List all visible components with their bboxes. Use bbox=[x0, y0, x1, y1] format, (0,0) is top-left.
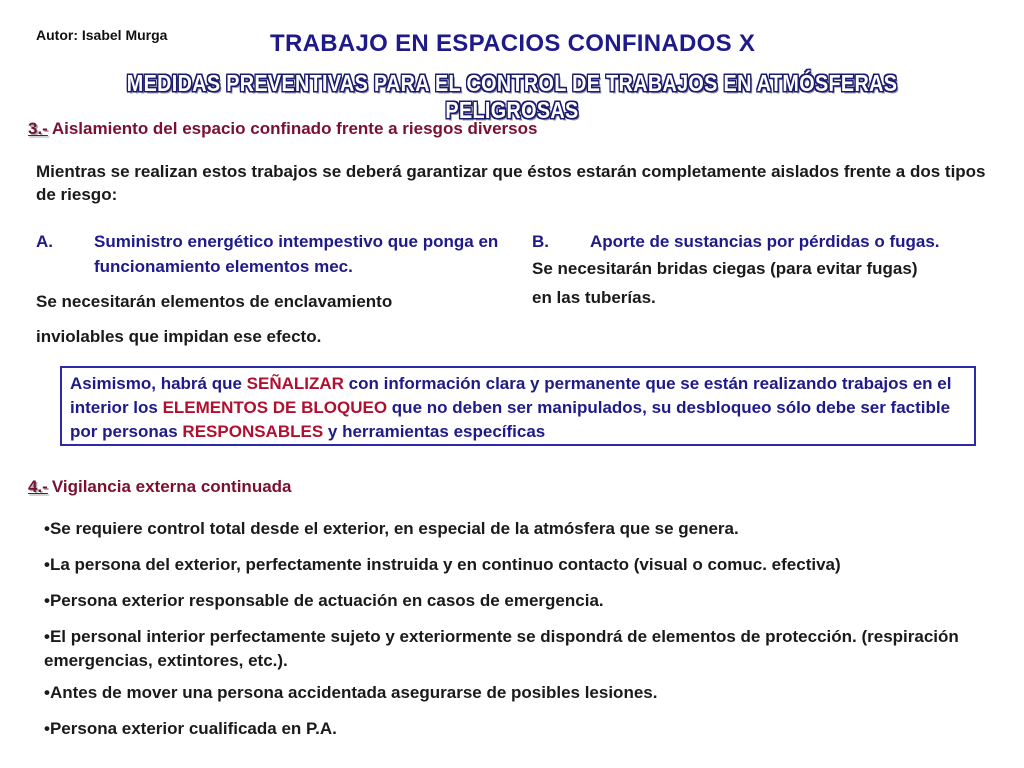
notice-highlight-responsables: RESPONSABLES bbox=[182, 422, 324, 441]
risk-item-b bbox=[532, 229, 1002, 254]
risk-item-b-text: Aporte de sustancias por pérdidas o fugas. bbox=[590, 232, 940, 251]
notice-text-2: con información clara y permanente que se están realizando trabajos en el interior los bbox=[70, 374, 952, 417]
section-4-title: Vigilancia externa continuada bbox=[51, 477, 292, 496]
risk-item-b-note-line-2: en las tuberías. bbox=[532, 288, 656, 307]
risk-item-a-note-line-1: Se necesitarán elementos de enclavamiento bbox=[36, 292, 393, 311]
section-4-bullet-list bbox=[44, 517, 989, 753]
risk-item-a bbox=[36, 229, 506, 279]
risk-item-b-note-line-1: Se necesitarán bridas ciegas (para evitar fugas) bbox=[532, 259, 918, 278]
section-3-number: 3.- bbox=[28, 119, 48, 138]
risk-column-b bbox=[532, 229, 1002, 312]
list-item: •El personal interior perfectamente sujeto y exteriormente se dispondrá de elementos de protección. (respiración emergencias, extintores, etc.). bbox=[44, 627, 959, 670]
section-4-heading bbox=[28, 477, 292, 497]
risk-item-b-note bbox=[532, 254, 1002, 312]
notice-text-4: y herramientas específicas bbox=[323, 422, 546, 441]
slide-title: TRABAJO EN ESPACIOS CONFINADOS X bbox=[270, 30, 756, 57]
notice-text-3: que no deben ser manipulados, su desbloqueo sólo debe ser factible por personas bbox=[70, 398, 951, 441]
notice-highlight-senalizar: SEÑALIZAR bbox=[246, 374, 344, 393]
section-3-heading bbox=[28, 119, 537, 139]
risk-item-a-text: Suministro energético intempestivo que ponga en funcionamiento elementos mec. bbox=[94, 232, 499, 276]
risk-item-a-letter: A. bbox=[36, 232, 53, 251]
list-item: •Persona exterior cualificada en P.A. bbox=[44, 719, 337, 738]
list-item: •Antes de mover una persona accidentada asegurarse de posibles lesiones. bbox=[44, 683, 658, 702]
list-item: •La persona del exterior, perfectamente instruida y en continuo contacto (visual o comuc. efectiva) bbox=[44, 555, 841, 574]
notice-highlight-elementos-bloqueo: ELEMENTOS DE BLOQUEO bbox=[162, 398, 388, 417]
risk-column-a bbox=[36, 229, 506, 354]
risk-item-a-note bbox=[36, 284, 506, 354]
notice-text-1: Asimismo, habrá que bbox=[70, 374, 247, 393]
slide-subtitle: MEDIDAS PREVENTIVAS PARA EL CONTROL DE TRABAJOS EN ATMÓSFERAS PELIGROSAS bbox=[126, 70, 898, 123]
section-3-intro: Mientras se realizan estos trabajos se deberá garantizar que éstos estarán completamente aislados frente a dos tipos de riesgo: bbox=[36, 162, 986, 204]
section-3-title: Aislamiento del espacio confinado frente a riesgos diversos bbox=[51, 119, 538, 138]
author-label: Autor: Isabel Murga bbox=[36, 27, 168, 43]
section-4-number: 4.- bbox=[28, 477, 48, 496]
risk-item-a-note-line-2: inviolables que impidan ese efecto. bbox=[36, 327, 322, 346]
list-item: •Se requiere control total desde el exterior, en especial de la atmósfera que se genera. bbox=[44, 519, 739, 538]
signage-notice-box bbox=[60, 366, 976, 446]
list-item: •Persona exterior responsable de actuación en casos de emergencia. bbox=[44, 591, 604, 610]
risk-item-b-letter: B. bbox=[532, 232, 549, 251]
